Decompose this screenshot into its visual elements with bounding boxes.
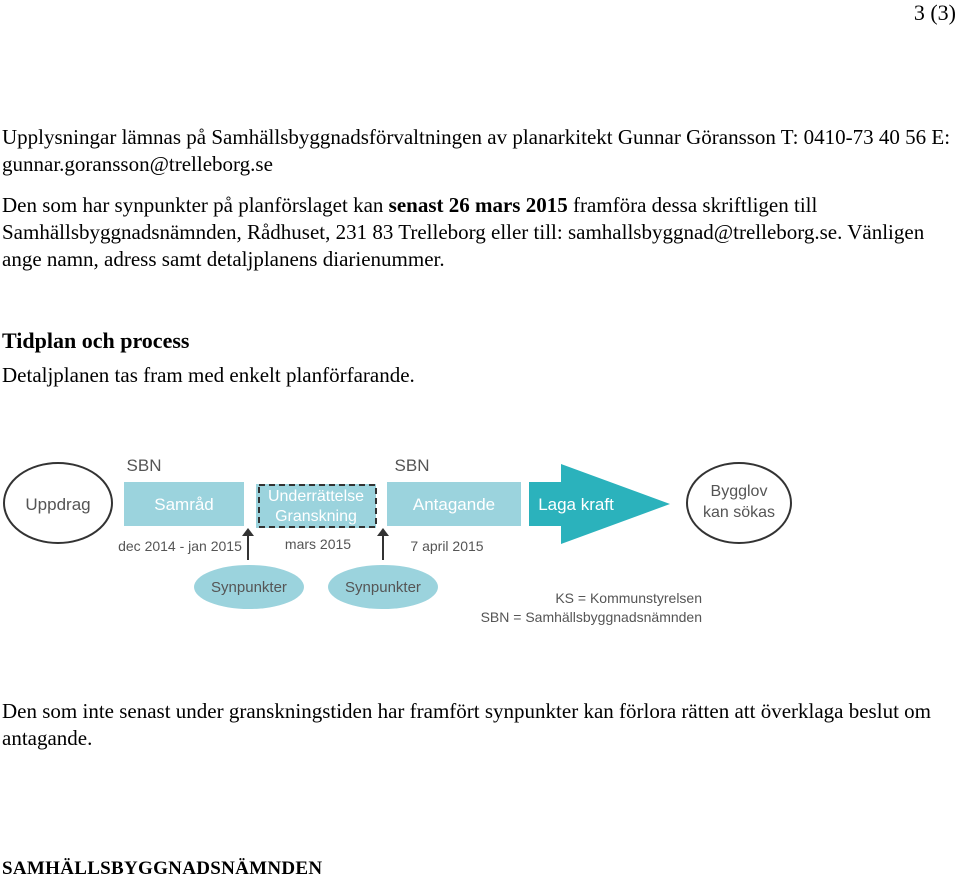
laga-kraft-label: Laga kraft <box>538 495 614 514</box>
page-number: 3 (3) <box>913 0 956 25</box>
start-label: Uppdrag <box>25 495 91 514</box>
process-diagram <box>0 440 960 640</box>
contact-info-paragraph: Upplysningar lämnas på Samhällsbyggnadsförvaltningen av planarkitekt Gunnar Göransson T: 0410-73 40 56 E: gunnar.goransson@trelleborg.se <box>2 125 951 176</box>
sbn-label-samrad: SBN <box>126 456 162 475</box>
synpunkter-label-1: Synpunkter <box>211 579 287 596</box>
footer-signature: SAMHÄLLSBYGGNADSNÄMNDEN <box>2 858 323 879</box>
section-heading: Tidplan och process <box>2 328 190 353</box>
section-text: Detaljplanen tas fram med enkelt planförfarande. <box>2 363 415 387</box>
submission-paragraph <box>2 192 952 273</box>
date-granskning: mars 2015 <box>284 536 352 552</box>
submission-text-end: framföra dessa skriftligen till Samhällsbyggnadsnämnden, Rådhuset, 231 83 Trelleborg eller till: samhallsbyggnad@trelleborg.se. Vänligen ange namn, adress samt detaljplanens diarienummer. <box>2 193 925 271</box>
underrattelse-label: Underrättelse <box>267 488 365 505</box>
sbn-label-antagande: SBN <box>394 456 430 475</box>
end-ellipse <box>687 463 791 543</box>
legend-sbn: SBN = Samhällsbyggnadsnämnden <box>480 609 702 625</box>
end-label-2: kan sökas <box>702 504 776 521</box>
samrad-label: Samråd <box>154 495 214 514</box>
synpunkter-label-2: Synpunkter <box>345 579 421 596</box>
legend-ks: KS = Kommunstyrelsen <box>555 590 702 606</box>
closing-paragraph: Den som inte senast under granskningstiden har framfört synpunkter kan förlora rätten att överklaga beslut om antagande. <box>2 699 931 750</box>
antagande-label: Antagande <box>412 495 496 514</box>
date-samrad: dec 2014 - jan 2015 <box>118 538 242 554</box>
arrow-up-icon-2 <box>377 528 389 536</box>
granskning-label: Granskning <box>275 508 357 525</box>
arrow-up-icon-1 <box>242 528 254 536</box>
submission-text-start: Den som har synpunkter på planförslaget kan <box>2 193 389 217</box>
date-antagande: 7 april 2015 <box>410 538 484 554</box>
end-label-1: Bygglov <box>710 483 768 500</box>
deadline-text: senast 26 mars 2015 <box>388 193 568 217</box>
